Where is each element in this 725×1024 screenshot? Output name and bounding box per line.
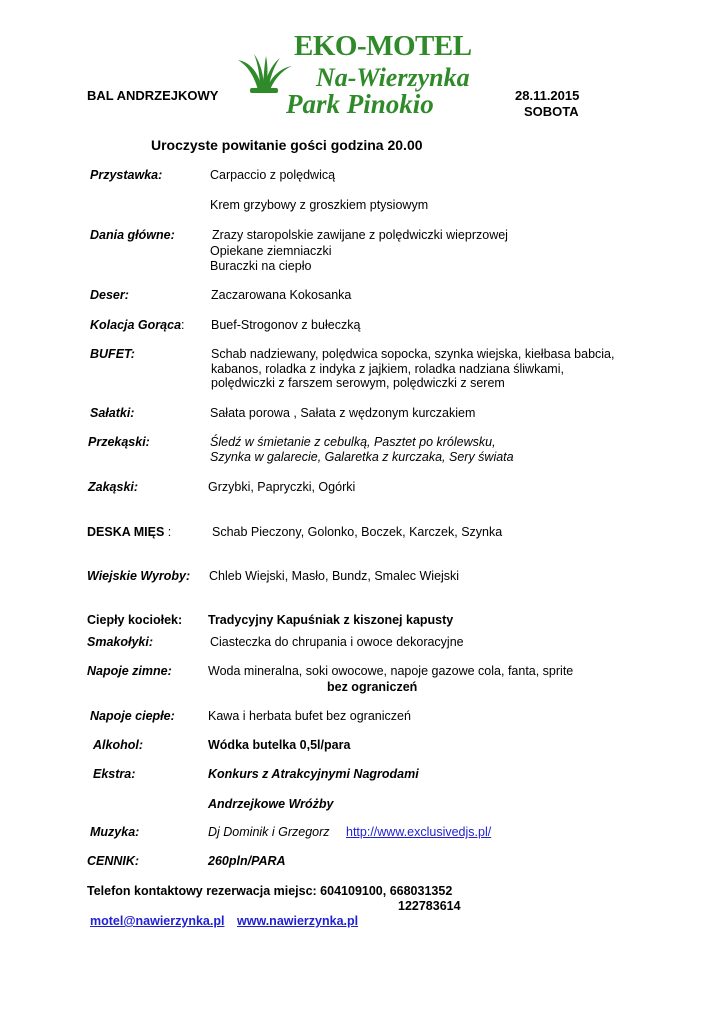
value-bufet-2: kabanos, roladka z indyka z jajkiem, roladka nadziana śliwkami, (211, 362, 564, 376)
value-cieply-kociolek: Tradycyjny Kapuśniak z kiszonej kapusty (208, 613, 454, 627)
label-napoje-zimne: Napoje zimne: (87, 664, 172, 678)
label-przekaski: Przekąski: (88, 435, 150, 449)
value-dania-2: Opiekane ziemniaczki (210, 244, 332, 258)
contact-phone-line: Telefon kontaktowy rezerwacja miejsc: 604109100, 668031352 (87, 884, 453, 898)
value-dania-3: Buraczki na ciepło (210, 259, 312, 273)
label-cennik: CENNIK: (87, 854, 140, 868)
logo-line-3: Park Pinokio (286, 89, 434, 119)
label-deska-colon: : (164, 525, 172, 539)
label-bufet: BUFET: (90, 347, 135, 361)
label-salatki: Sałatki: (90, 406, 135, 420)
value-napoje-zimne-2: bez ograniczeń (327, 680, 418, 694)
value-cennik: 260pln/PARA (208, 854, 286, 868)
value-wiejskie-wyroby: Chleb Wiejski, Masło, Bundz, Smalec Wiejski (209, 569, 460, 583)
event-day: SOBOTA (524, 104, 579, 119)
label-ekstra: Ekstra: (93, 767, 136, 781)
label-przystawka: Przystawka: (90, 168, 163, 182)
value-deska-mies: Schab Pieczony, Golonko, Boczek, Karczek, Szynka (212, 525, 503, 539)
label-deser: Deser: (90, 288, 129, 302)
label-alkohol: Alkohol: (93, 738, 143, 752)
event-title: BAL ANDRZEJKOWY (87, 88, 219, 103)
label-kolacja-text: Kolacja Gorąca (90, 318, 182, 332)
value-napoje-cieple: Kawa i herbata bufet bez ograniczeń (208, 709, 411, 723)
value-napoje-zimne-1: Woda mineralna, soki owocowe, napoje gazowe cola, fanta, sprite (208, 664, 574, 678)
value-ekstra-2: Andrzejkowe Wróżby (208, 797, 334, 811)
label-napoje-cieple: Napoje ciepłe: (90, 709, 175, 723)
label-dania-glowne: Dania główne: (90, 228, 175, 242)
logo-line-1: EKO-MOTEL (294, 30, 472, 62)
label-muzyka: Muzyka: (90, 825, 140, 839)
value-przystawka-1: Carpaccio z polędwicą (210, 168, 336, 182)
contact-phone-extra: 122783614 (398, 899, 461, 913)
value-ekstra-1: Konkurs z Atrakcyjnymi Nagrodami (208, 767, 419, 781)
value-przekaski-2: Szynka w galarecie, Galaretka z kurczaka, Sery świata (210, 450, 514, 464)
muzyka-website-link[interactable]: http://www.exclusivedjs.pl/ (346, 825, 492, 839)
event-date: 28.11.2015 (515, 88, 580, 103)
label-kolacja (90, 318, 185, 332)
label-deska-text: DESKA MIĘS (87, 525, 165, 539)
label-cieply-kociolek: Ciepły kociołek: (87, 613, 183, 627)
value-dania-1: Zrazy staropolskie zawijane z polędwiczki wieprzowej (212, 228, 508, 242)
value-muzyka: Dj Dominik i Grzegorz (208, 825, 330, 839)
label-zakaski: Zakąski: (88, 480, 139, 494)
label-kolacja-colon: : (181, 318, 185, 332)
logo (236, 30, 476, 120)
website-link[interactable]: www.nawierzynka.pl (237, 914, 359, 928)
value-smakolyki: Ciasteczka do chrupania i owoce dekoracyjne (210, 635, 464, 649)
welcome-heading: Uroczyste powitanie gości godzina 20.00 (151, 137, 423, 153)
value-deser: Zaczarowana Kokosanka (211, 288, 352, 302)
email-link[interactable]: motel@nawierzynka.pl (90, 914, 225, 928)
value-bufet-3: polędwiczki z farszem serowym, polędwiczki z serem (211, 376, 505, 390)
value-przystawka-2: Krem grzybowy z groszkiem ptysiowym (210, 198, 429, 212)
logo-line-2: Na-Wierzynka (316, 63, 470, 92)
label-deska-mies (87, 525, 171, 539)
value-salatki: Sałata porowa , Sałata z wędzonym kurczakiem (210, 406, 476, 420)
value-alkohol: Wódka butelka 0,5l/para (208, 738, 351, 752)
grass-icon (236, 52, 294, 94)
value-przekaski-1: Śledź w śmietanie z cebulką, Pasztet po królewsku, (210, 435, 496, 449)
value-zakaski: Grzybki, Papryczki, Ogórki (208, 480, 356, 494)
value-bufet-1: Schab nadziewany, polędwica sopocka, szynka wiejska, kiełbasa babcia, (211, 347, 615, 361)
label-wiejskie-wyroby: Wiejskie Wyroby: (87, 569, 191, 583)
value-kolacja: Buef-Strogonov z bułeczką (211, 318, 361, 332)
label-smakolyki: Smakołyki: (87, 635, 154, 649)
